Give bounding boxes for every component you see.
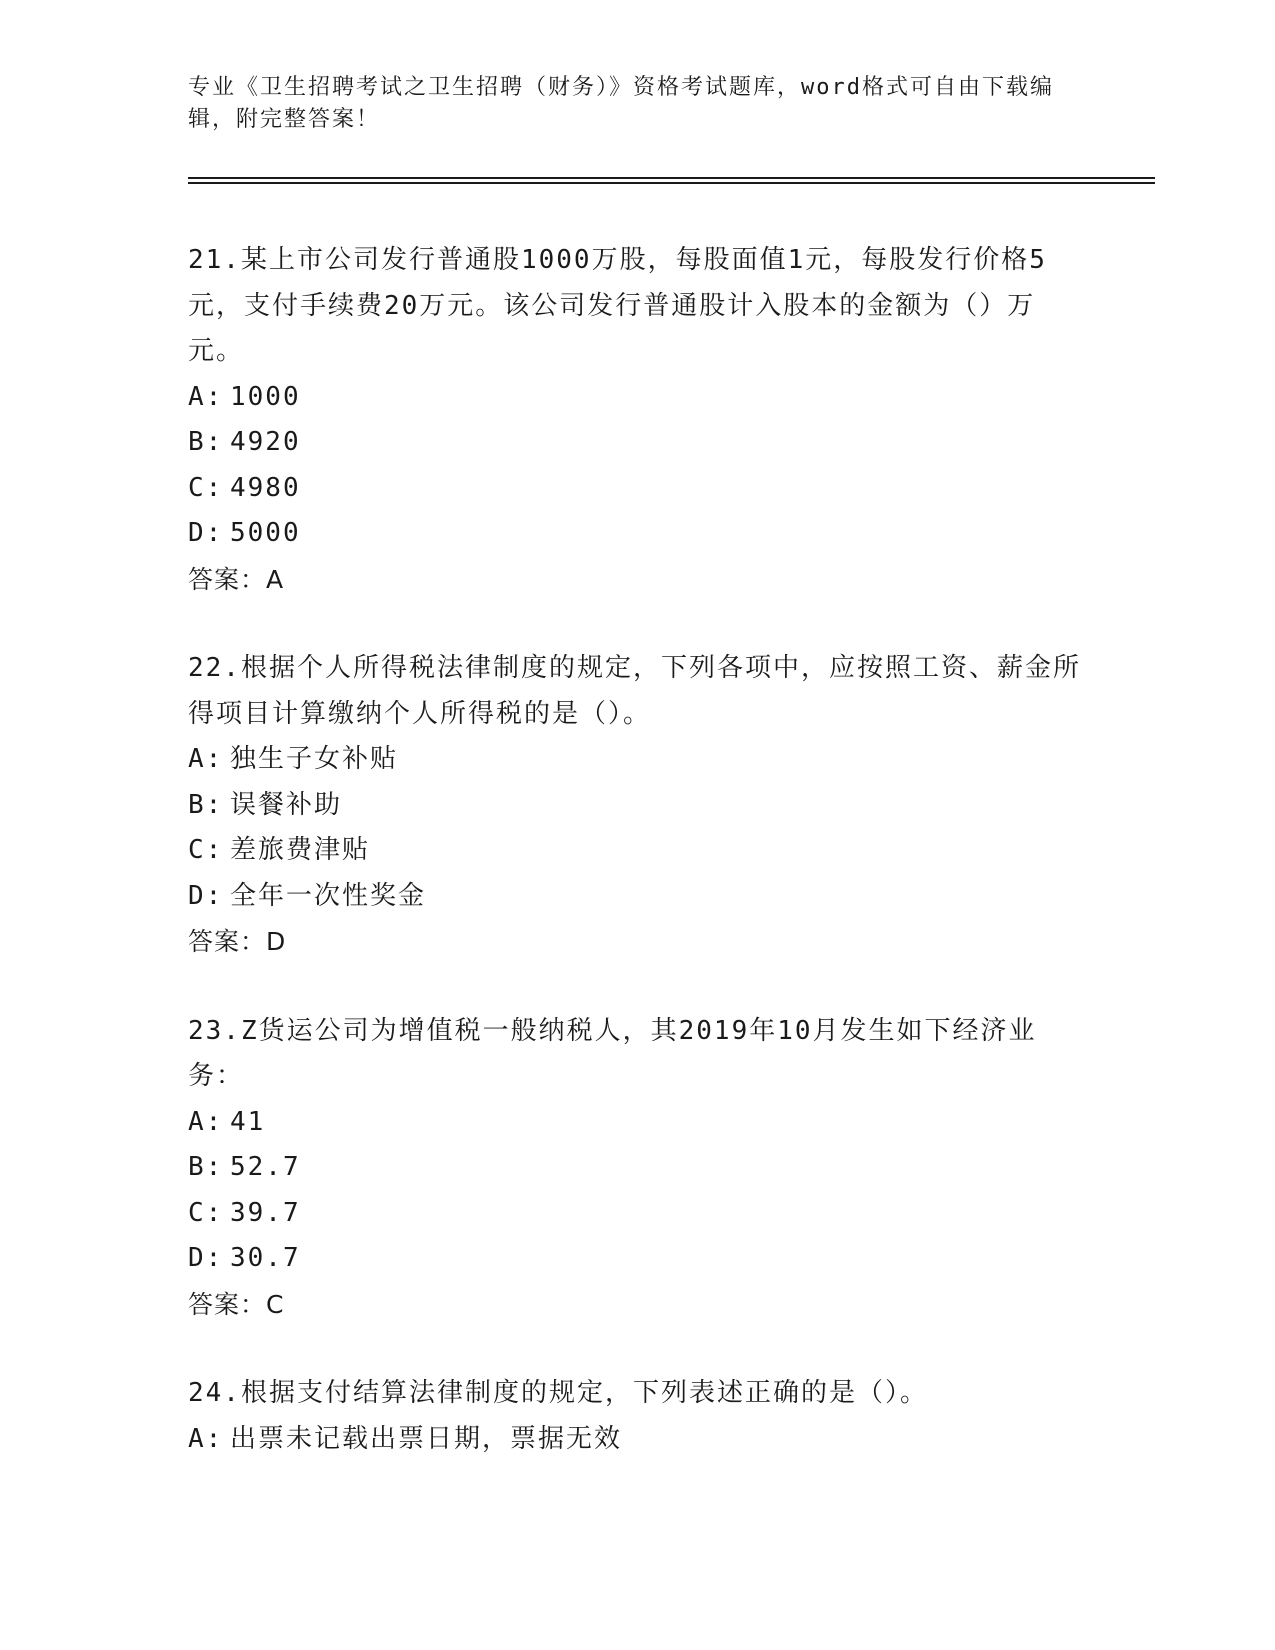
header-divider-top <box>188 177 1155 179</box>
option-a <box>188 375 1088 421</box>
option-letter: B: <box>188 789 224 820</box>
option-text: 独生子女补贴 <box>230 744 399 774</box>
option-text: 4920 <box>230 427 301 457</box>
option-text: 39.7 <box>230 1197 301 1228</box>
option-a <box>188 1417 1088 1463</box>
question-stem: 24.根据支付结算法律制度的规定，下列表述正确的是（）。 <box>188 1378 928 1408</box>
option-text: 1000 <box>230 381 301 412</box>
option-a <box>188 1100 1088 1146</box>
option-letter: B: <box>188 427 224 457</box>
question-stem: 21.某上市公司发行普通股1000万股，每股面值1元，每股发行价格5元，支付手续费20万元。该公司发行普通股计入股本的金额为（）万元。 <box>188 245 1047 366</box>
option-letter: A: <box>188 1423 224 1454</box>
option-letter: C: <box>188 835 224 865</box>
option-b <box>188 783 1088 829</box>
question-24 <box>188 1371 1088 1462</box>
option-letter: D: <box>188 518 224 548</box>
option-letter: B: <box>188 1152 224 1182</box>
option-text: 误餐补助 <box>230 789 343 820</box>
option-a <box>188 737 1088 783</box>
document-header: 专业《卫生招聘考试之卫生招聘（财务）》资格考试题库，word格式可自由下载编辑，附完整答案！ <box>188 75 1054 132</box>
option-text: 30.7 <box>230 1243 301 1273</box>
question-stem: 23.Z货运公司为增值税一般纳税人，其2019年10月发生如下经济业务： <box>188 1015 1037 1091</box>
option-text: 全年一次性奖金 <box>230 880 427 911</box>
option-letter: C: <box>188 472 224 503</box>
question-list <box>188 238 1088 1506</box>
option-letter: D: <box>188 1243 224 1273</box>
option-letter: A: <box>188 744 224 774</box>
option-text: 5000 <box>230 518 301 548</box>
option-d <box>188 511 1088 557</box>
question-stem: 22.根据个人所得税法律制度的规定，下列各项中，应按照工资、薪金所得项目计算缴纳个人所得税的是（）。 <box>188 653 1081 729</box>
option-letter: D: <box>188 880 224 911</box>
answer-line: 答案：C <box>188 1289 285 1319</box>
question-21 <box>188 238 1088 602</box>
answer-line: 答案：D <box>188 927 287 956</box>
option-text: 出票未记载出票日期，票据无效 <box>230 1423 623 1454</box>
option-text: 差旅费津贴 <box>230 835 371 865</box>
header-divider-bottom <box>188 182 1155 184</box>
option-text: 41 <box>230 1106 266 1137</box>
option-b <box>188 1145 1088 1191</box>
answer-line: 答案：A <box>188 564 285 594</box>
question-22 <box>188 646 1088 965</box>
option-letter: C: <box>188 1197 224 1228</box>
option-d <box>188 874 1088 920</box>
option-c <box>188 1191 1088 1237</box>
option-c <box>188 828 1088 874</box>
option-letter: A: <box>188 381 224 412</box>
option-c <box>188 466 1088 512</box>
option-text: 4980 <box>230 472 301 503</box>
option-d <box>188 1236 1088 1282</box>
option-b <box>188 420 1088 466</box>
option-letter: A: <box>188 1106 224 1137</box>
option-text: 52.7 <box>230 1152 301 1182</box>
question-23 <box>188 1009 1088 1328</box>
